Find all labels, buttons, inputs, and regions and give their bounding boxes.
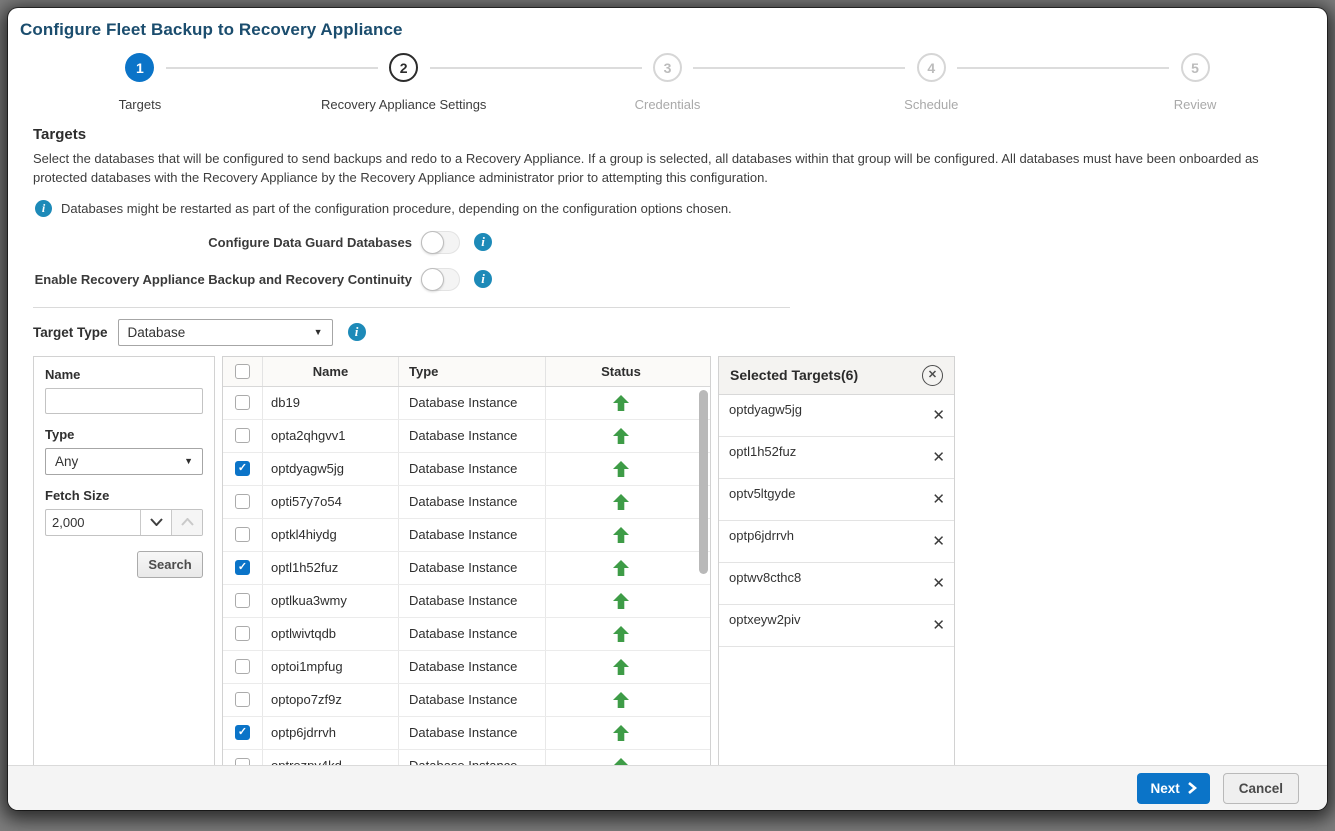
fetch-size-input[interactable] (46, 510, 140, 535)
table-row[interactable] (223, 717, 710, 750)
row-checkbox[interactable] (235, 725, 250, 740)
toggle-knob (421, 231, 444, 254)
step-number-badge: 2 (389, 53, 418, 82)
status-up-icon (613, 527, 629, 543)
remove-selected-icon[interactable]: ✕ (932, 617, 945, 635)
table-row[interactable] (223, 618, 710, 651)
selected-target-name: optdyagw5jg (729, 401, 802, 417)
toggle-info-icon[interactable]: i (474, 270, 492, 288)
step-number-badge: 1 (125, 53, 154, 82)
row-name: optlwivtqdb (263, 618, 399, 650)
table-row[interactable] (223, 585, 710, 618)
target-type-value: Database (127, 324, 186, 340)
target-type-info-icon[interactable]: i (348, 323, 366, 341)
row-type: Database Instance (399, 651, 546, 683)
toggle-label: Enable Recovery Appliance Backup and Recovery Continuity (34, 271, 412, 287)
restart-info-text: Databases might be restarted as part of the configuration procedure, depending on the configuration options chosen. (61, 200, 732, 216)
status-up-icon (613, 725, 629, 741)
table-row[interactable] (223, 684, 710, 717)
section-divider (33, 307, 790, 308)
row-name: optlkua3wmy (263, 585, 399, 617)
step-label: Targets (118, 97, 162, 112)
selection-area (33, 356, 1302, 791)
step-number-badge: 3 (653, 53, 682, 82)
selected-target-item (719, 521, 954, 563)
table-row[interactable] (223, 519, 710, 552)
row-checkbox[interactable] (235, 395, 250, 410)
toggle-knob (421, 268, 444, 291)
row-type: Database Instance (399, 486, 546, 518)
remove-selected-icon[interactable]: ✕ (932, 407, 945, 425)
toggle-group (33, 231, 1302, 291)
toggle-row (33, 268, 1302, 291)
wizard-step-schedule[interactable] (799, 48, 1063, 112)
table-row[interactable] (223, 552, 710, 585)
row-checkbox[interactable] (235, 428, 250, 443)
selected-target-item (719, 605, 954, 647)
chevron-up-icon (181, 518, 194, 526)
row-name: db19 (263, 387, 399, 419)
selected-target-name: optp6jdrrvh (729, 527, 795, 543)
next-button[interactable] (1137, 773, 1209, 804)
toggle-row (33, 231, 1302, 254)
row-checkbox[interactable] (235, 692, 250, 707)
table-row[interactable] (223, 486, 710, 519)
row-checkbox[interactable] (235, 593, 250, 608)
row-name: optdyagw5jg (263, 453, 399, 485)
targets-table (222, 356, 711, 791)
fetch-size-decrement-button[interactable] (140, 510, 171, 535)
wizard-step-review[interactable] (1063, 48, 1327, 112)
row-name: opta2qhgvv1 (263, 420, 399, 452)
row-name: optoi1mpfug (263, 651, 399, 683)
column-header-type: Type (399, 357, 546, 386)
filter-type-label: Type (45, 426, 75, 442)
title-bar (8, 8, 1327, 44)
row-type: Database Instance (399, 387, 546, 419)
status-up-icon (613, 395, 629, 411)
table-row[interactable] (223, 387, 710, 420)
row-type: Database Instance (399, 618, 546, 650)
column-header-status: Status (601, 363, 641, 379)
step-label: Recovery Appliance Settings (320, 97, 487, 112)
row-type: Database Instance (399, 453, 546, 485)
step-number-badge: 5 (1181, 53, 1210, 82)
row-checkbox[interactable] (235, 659, 250, 674)
row-type: Database Instance (399, 552, 546, 584)
fetch-size-increment-button[interactable] (171, 510, 202, 535)
target-type-label: Target Type (33, 324, 108, 340)
target-type-select[interactable] (118, 319, 333, 346)
row-name: optl1h52fuz (263, 552, 399, 584)
selected-target-name: optl1h52fuz (729, 443, 797, 459)
row-type: Database Instance (399, 519, 546, 551)
row-checkbox[interactable] (235, 560, 250, 575)
section-heading: Targets (33, 126, 87, 143)
selected-targets-title: Selected Targets(6) (730, 367, 859, 384)
chevron-down-icon: ▼ (313, 327, 323, 338)
restart-info-note (35, 200, 1302, 217)
row-type: Database Instance (399, 684, 546, 716)
status-up-icon (613, 560, 629, 576)
filter-name-input[interactable] (45, 388, 203, 414)
table-row[interactable] (223, 651, 710, 684)
cancel-button[interactable]: Cancel (1223, 773, 1299, 804)
selected-target-name: optxeyw2piv (729, 611, 801, 627)
table-body (223, 387, 710, 783)
status-up-icon (613, 626, 629, 642)
selected-target-item (719, 563, 954, 605)
chevron-down-icon: ▼ (184, 456, 193, 467)
remove-selected-icon[interactable]: ✕ (932, 491, 945, 509)
status-up-icon (613, 494, 629, 510)
remove-selected-icon[interactable]: ✕ (932, 533, 945, 551)
selected-targets-header (719, 357, 954, 395)
select-all-checkbox[interactable] (235, 364, 250, 379)
selected-target-item (719, 437, 954, 479)
row-type: Database Instance (399, 420, 546, 452)
row-type: Database Instance (399, 585, 546, 617)
table-header-row (223, 357, 710, 387)
page-title: Configure Fleet Backup to Recovery Appliance (20, 20, 403, 39)
targets-step-content (8, 112, 1327, 791)
table-scrollbar[interactable] (699, 390, 708, 574)
toggle-switch[interactable] (421, 268, 460, 291)
info-icon: i (35, 200, 52, 217)
wizard-footer (8, 765, 1327, 810)
chevron-right-icon (1187, 782, 1197, 794)
wizard-stepper (8, 48, 1327, 112)
row-name: optkl4hiydg (263, 519, 399, 551)
row-name: optopo7zf9z (263, 684, 399, 716)
wizard-step-targets[interactable] (8, 48, 272, 112)
wizard-dialog (8, 8, 1327, 810)
status-up-icon (613, 593, 629, 609)
row-name: opti57y7o54 (263, 486, 399, 518)
remove-selected-icon[interactable]: ✕ (932, 449, 945, 467)
table-row[interactable] (223, 453, 710, 486)
selected-target-name: optv5ltgyde (729, 485, 796, 501)
wizard-step-recovery-appliance-settings[interactable] (272, 48, 536, 112)
fetch-size-label: Fetch Size (45, 487, 110, 503)
next-button-label: Next (1150, 780, 1180, 796)
row-checkbox[interactable] (235, 626, 250, 641)
status-up-icon (613, 428, 629, 444)
wizard-step-credentials[interactable] (536, 48, 800, 112)
target-type-row (33, 319, 1302, 346)
filter-name-label: Name (45, 366, 81, 382)
step-label: Review (1173, 97, 1217, 112)
selected-target-item (719, 479, 954, 521)
filter-panel (33, 356, 215, 791)
row-checkbox[interactable] (235, 494, 250, 509)
filter-type-value: Any (55, 453, 79, 469)
selected-target-item (719, 395, 954, 437)
selected-targets-panel (718, 356, 955, 791)
row-checkbox[interactable] (235, 527, 250, 542)
clear-all-selected-button[interactable]: ✕ (922, 365, 943, 386)
row-checkbox[interactable] (235, 461, 250, 476)
filter-type-select[interactable] (45, 448, 203, 475)
selected-target-name: optwv8cthc8 (729, 569, 802, 585)
remove-selected-icon[interactable]: ✕ (932, 575, 945, 593)
column-header-name: Name (263, 357, 399, 386)
row-type: Database Instance (399, 717, 546, 749)
step-label: Credentials (634, 97, 701, 112)
selected-targets-list (719, 395, 954, 647)
fetch-size-stepper (45, 509, 203, 536)
status-up-icon (613, 461, 629, 477)
status-up-icon (613, 692, 629, 708)
search-button[interactable]: Search (137, 551, 203, 578)
step-label: Schedule (904, 97, 959, 112)
section-description: Select the databases that will be configured to send backups and redo to a Recovery Appliance. If a group is selected, all databases within that group will be configured. All databases must have been onboarded as protected databases with the Recovery Appliance by the Recovery Appliance administrator prior to attempting this configuration. (33, 151, 1259, 185)
chevron-down-icon (150, 518, 163, 526)
toggle-info-icon[interactable]: i (474, 233, 492, 251)
toggle-switch[interactable] (421, 231, 460, 254)
toggle-label: Configure Data Guard Databases (208, 234, 412, 250)
table-row[interactable] (223, 420, 710, 453)
row-name: optp6jdrrvh (263, 717, 399, 749)
status-up-icon (613, 659, 629, 675)
step-number-badge: 4 (917, 53, 946, 82)
